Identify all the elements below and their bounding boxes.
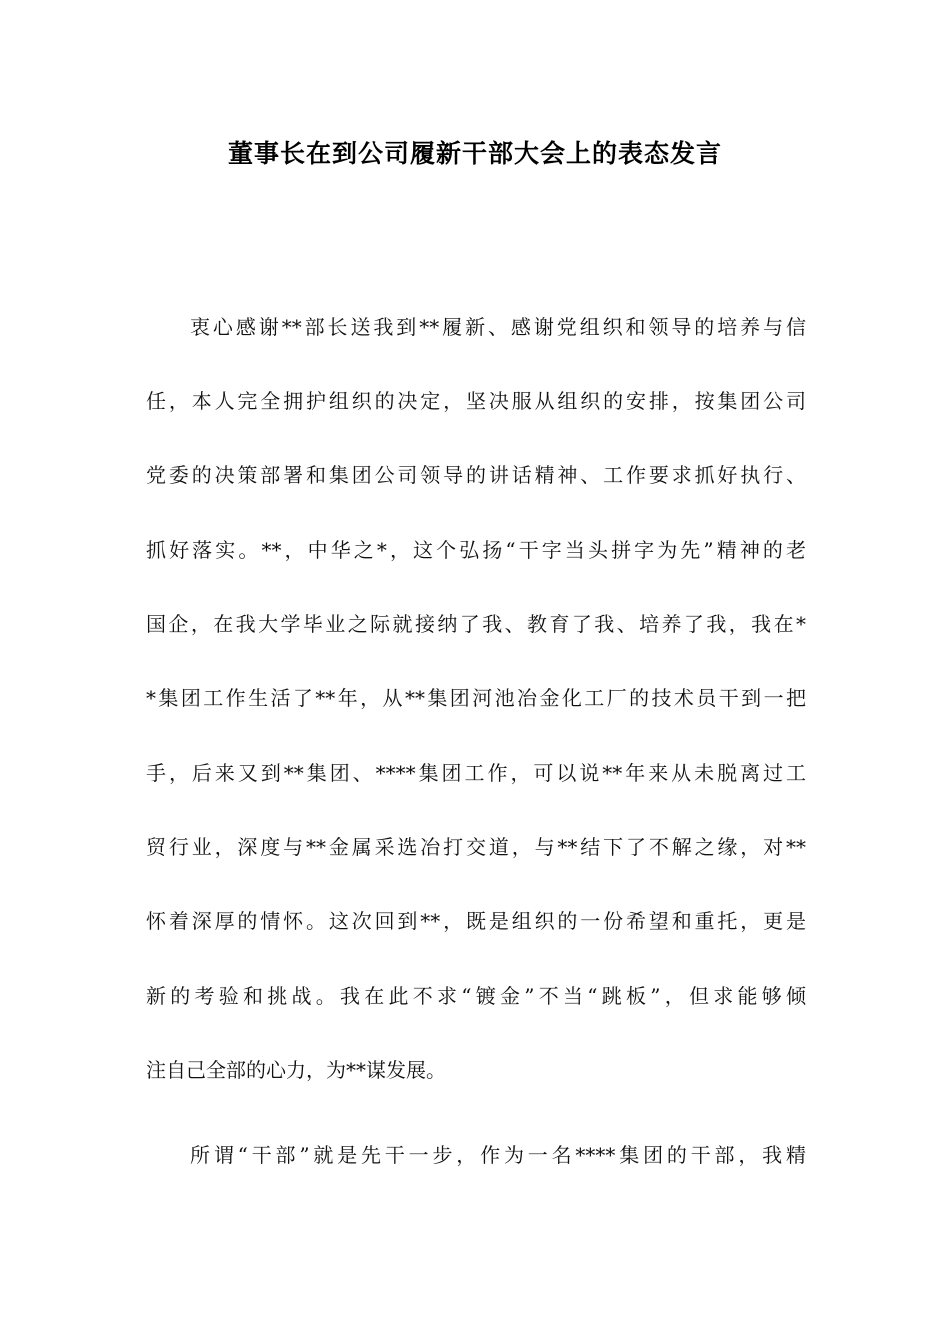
paragraph-line: 手，后来又到**集团、****集团工作，可以说**年来从未脱离过工 <box>146 761 806 785</box>
paragraph-line: 所谓“干部”就是先干一步，作为一名****集团的干部，我精 <box>190 1143 806 1167</box>
paragraph-line: 衷心感谢**部长送我到**履新、感谢党组织和领导的培养与信 <box>190 315 806 339</box>
paragraph-line: 注自己全部的心力，为**谋发展。 <box>146 1058 446 1082</box>
paragraph-line: 党委的决策部署和集团公司领导的讲话精神、工作要求抓好执行、 <box>146 463 806 487</box>
paragraph-line: *集团工作生活了**年，从**集团河池冶金化工厂的技术员干到一把 <box>146 686 806 710</box>
paragraph-line: 怀着深厚的情怀。这次回到**，既是组织的一份希望和重托，更是 <box>146 909 806 933</box>
document-title: 董事长在到公司履新干部大会上的表态发言 <box>227 139 722 168</box>
paragraph-line: 任，本人完全拥护组织的决定，坚决服从组织的安排，按集团公司 <box>146 389 806 413</box>
paragraph-line: 新的考验和挑战。我在此不求“镀金”不当“跳板”，但求能够倾 <box>146 984 806 1008</box>
paragraph-line: 抓好落实。**，中华之*，这个弘扬“干字当头拼字为先”精神的老 <box>146 538 806 562</box>
paragraph-line: 国企，在我大学毕业之际就接纳了我、教育了我、培养了我，我在* <box>146 612 806 636</box>
paragraph-line: 贸行业，深度与**金属采选冶打交道，与**结下了不解之缘，对** <box>146 835 806 859</box>
